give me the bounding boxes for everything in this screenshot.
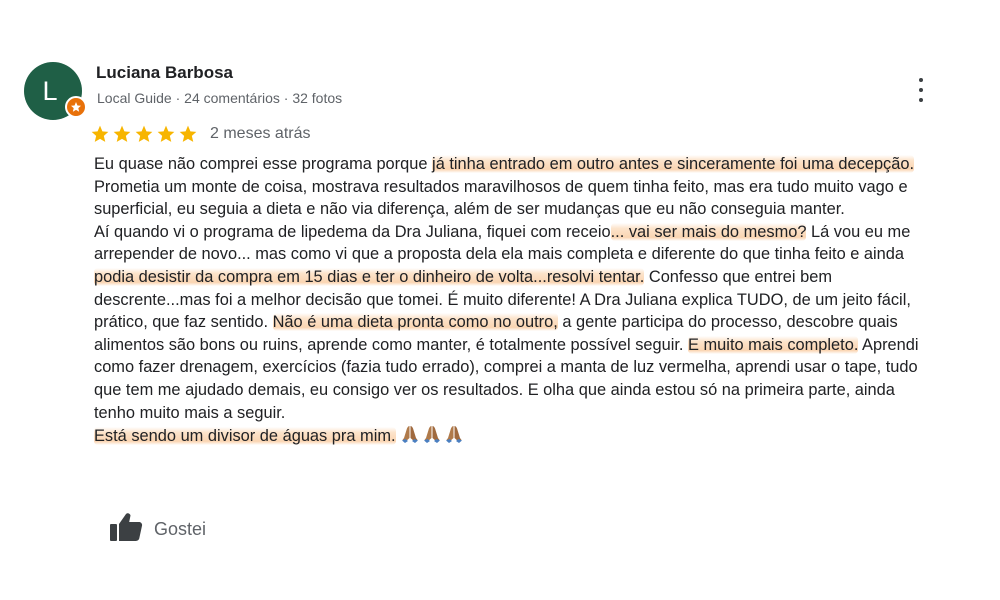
folded-hands-icon — [400, 424, 420, 444]
highlighted-text: ... vai ser mais do mesmo? — [610, 222, 807, 241]
review-paragraph — [94, 221, 926, 424]
highlighted-text: já tinha entrado em outro antes e sinceramente foi uma decepção. — [432, 155, 915, 173]
avatar-initial: L — [42, 75, 58, 106]
thumbs-up-icon — [108, 511, 144, 548]
star-icon — [134, 124, 154, 144]
review-text-segment: Aprendi como fazer drenagem, exercícios (fazia tudo errado), comprei a manta de luz vermelha, aprendi usar o tape, tudo que tem me ajudado demais, eu consigo ver os resultados. E olha que ainda estou só na primeira parte, ainda tenho muito mais a seguir. — [94, 335, 919, 422]
review-text-segment: Eu quase não comprei esse programa porque — [94, 155, 433, 173]
reviewer-meta[interactable]: Local Guide · 24 comentários · 32 fotos — [97, 90, 343, 106]
review-paragraph — [94, 153, 926, 221]
local-guide-star-icon — [65, 96, 87, 118]
star-icon — [112, 124, 132, 144]
highlighted-text: Está sendo um divisor de águas pra mim. — [94, 427, 396, 446]
review-paragraph — [94, 424, 926, 448]
folded-hands-icon — [422, 424, 442, 444]
review-text — [94, 153, 926, 448]
star-icon — [90, 124, 110, 144]
review-text-segment: Prometia um monte de coisa, mostrava resultados maravilhosos de quem tinha feito, mas era tudo muito vago e superficial, eu seguia a dieta e não via diferença, além de ser mudanças que eu não conseguia manter. — [94, 177, 908, 219]
highlighted-text: Não é uma dieta pronta como no outro, — [272, 313, 558, 332]
folded-hands-icon — [444, 424, 464, 444]
star-icon — [178, 124, 198, 144]
star-icon — [156, 124, 176, 144]
review-text-segment: Lá vou eu me arrepender de novo... mas como vi que a proposta dela ela mais completa e diferente do que tinha feito e ainda — [94, 222, 911, 264]
reviewer-name[interactable]: Luciana Barbosa — [96, 63, 233, 82]
review-date: 2 meses atrás — [210, 125, 311, 142]
highlighted-text: E muito mais completo. — [688, 335, 859, 354]
review-text-segment: a gente participa do processo, descobre quais alimentos são bons ou ruins, aprende como manter, é totalmente possível seguir. — [94, 313, 898, 354]
more-vert-icon[interactable] — [912, 78, 930, 102]
avatar[interactable] — [24, 62, 82, 120]
review-text-segment: Confesso que entrei bem descrente...mas foi a melhor decisão que tomei. É muito diferente! A Dra Juliana explica TUDO, de um jeito fácil, prático, que faz sentido. — [94, 267, 911, 332]
rating-row — [90, 122, 310, 146]
star-rating — [90, 124, 198, 144]
highlighted-text: podia desistir da compra em 15 dias e ter o dinheiro de volta...resolvi tentar. — [94, 267, 645, 286]
emoji-group — [400, 424, 464, 444]
like-label: Gostei — [154, 518, 207, 539]
review-text-segment: Aí quando vi o programa de lipedema da Dra Juliana, fiquei com receio — [94, 222, 611, 241]
like-button[interactable] — [108, 512, 206, 546]
